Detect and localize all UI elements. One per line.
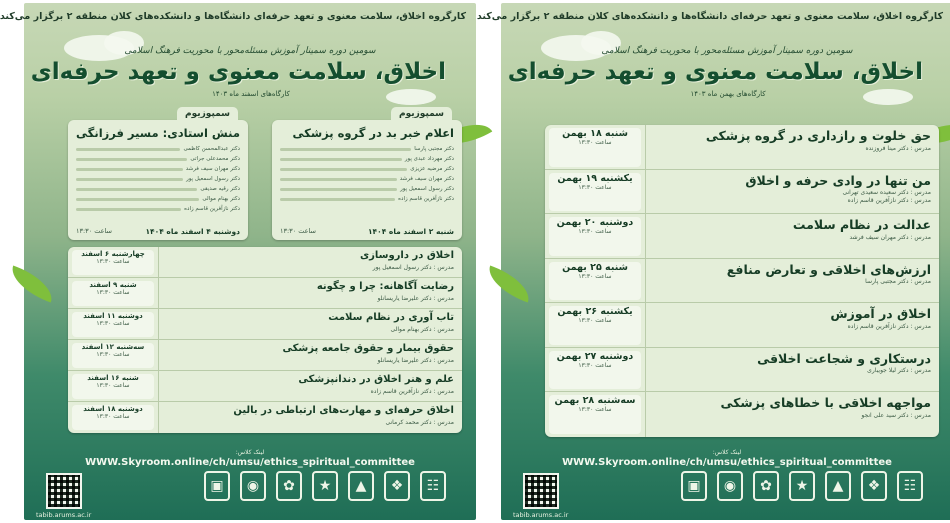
speaker-line	[280, 144, 454, 154]
speaker-line	[76, 174, 240, 184]
session-time: ساعت ۱۳:۳۰	[578, 317, 612, 325]
session-date: شنبه ۱۶ اسفند	[87, 374, 139, 382]
session-datetime	[549, 173, 641, 212]
speaker-name: دکتر نازآفرین قاسم زاده	[398, 196, 454, 202]
session-date: سه‌شنبه ۲۸ بهمن	[554, 395, 636, 407]
speaker-line	[76, 204, 240, 214]
symposium-tag: سمپوزیوم	[391, 107, 452, 121]
session-time: ساعت ۱۳:۳۰	[96, 289, 130, 296]
university-logo-icon: ✿	[753, 471, 779, 501]
session-speaker: مدرس : دکتر نازآفرین قاسم زاده	[847, 322, 931, 330]
speaker-name: دکتر رسول اسمعیل پور	[186, 176, 240, 182]
session-datetime	[549, 128, 641, 167]
speaker-line	[280, 154, 454, 164]
speaker-line	[76, 184, 240, 194]
session-speaker: مدرس : دکتر بهنام موالی	[390, 326, 454, 333]
session-speaker: مدرس : دکتر سعیده سعیدی تهرانی	[842, 189, 931, 197]
session-title: عدالت در نظام سلامت	[792, 217, 931, 233]
session-title: حق خلوت و رازداری در گروه پزشکی	[705, 128, 931, 143]
speaker-name: دکتر عبدالمحسن کاظمی	[183, 146, 240, 152]
schedule-row	[545, 392, 939, 437]
university-logo-icon: ☷	[420, 471, 446, 501]
session-title: من تنها در وادی حرفه و اخلاق	[745, 172, 931, 188]
speaker-name: دکتر بهنام موالی	[202, 196, 240, 202]
speaker-detail-bar	[76, 198, 199, 201]
qr-code	[523, 473, 559, 509]
session-title: حقوق بیمار و حقوق جامعه پزشکی	[282, 343, 454, 354]
session-date: چهارشنبه ۶ اسفند	[81, 250, 145, 258]
session-datetime	[549, 217, 641, 256]
speaker-detail-bar	[280, 158, 402, 161]
university-logo-icon: ✿	[276, 471, 302, 501]
class-link[interactable]: WWW.Skyroom.online/ch/umsu/ethics_spiritual_committee	[85, 457, 415, 468]
session-datetime	[549, 262, 641, 301]
speaker-name: دکتر نازآفرین قاسم زاده	[184, 206, 240, 212]
session-title: اخلاق در داروسازی	[359, 250, 454, 261]
speaker-line	[280, 164, 454, 174]
session-time: ساعت ۱۳:۳۰	[96, 320, 130, 327]
session-date: دوشنبه ۱۸ اسفند	[83, 405, 143, 413]
session-title: اخلاق حرفه‌ای و مهارت‌های ارتباطی در بالین	[233, 405, 454, 416]
organizer-line: کارگروه اخلاق، سلامت معنوی و تعهد حرفه‌ای دانشگاه‌ها و دانشکده‌های کلان منطقه ۲ برگزار می‌کند	[476, 11, 943, 22]
workshop-month: کارگاه‌های اسفند ماه ۱۴۰۳	[212, 90, 290, 98]
speaker-line	[76, 194, 240, 204]
symposium-box-1	[272, 109, 462, 240]
link-label: لینک کلاس:	[235, 449, 265, 456]
session-date: سه‌شنبه ۱۲ اسفند	[81, 343, 145, 351]
schedule-row	[545, 303, 939, 348]
session-datetime	[549, 351, 641, 390]
speaker-detail-bar	[76, 148, 180, 151]
symposium-box-2	[68, 109, 248, 240]
speaker-name: دکتر رسول اسمعیل پور	[400, 186, 454, 192]
schedule-row	[68, 278, 462, 309]
session-speaker: مدرس : دکتر رسول اسمعیل پور	[372, 264, 454, 271]
session-datetime	[549, 306, 641, 345]
speaker-name: دکتر مهران سیف فرشد	[185, 166, 240, 172]
session-speaker: مدرس : دکتر مجتبی پارسا	[865, 278, 931, 286]
speaker-line	[280, 194, 454, 204]
poster-bahman	[476, 3, 950, 520]
leaf-decoration	[483, 265, 536, 302]
university-logo-icon: ❖	[384, 471, 410, 501]
university-logo-icon: ❖	[861, 471, 887, 501]
session-date: شنبه ۹ اسفند	[89, 281, 137, 289]
university-logo-icon: ☷	[897, 471, 923, 501]
session-title: رضایت آگاهانه: چرا و چگونه	[316, 281, 454, 292]
university-logo-icon: ▲	[825, 471, 851, 501]
session-date: دوشنبه ۱۱ اسفند	[83, 312, 143, 320]
session-time: ساعت ۱۳:۳۰	[96, 351, 130, 358]
session-date: شنبه ۱۸ بهمن	[562, 128, 628, 139]
session-time: ساعت ۱۳:۳۰	[578, 139, 612, 146]
session-title: درستکاری و شجاعت اخلاقی	[757, 350, 931, 366]
speaker-detail-bar	[280, 148, 411, 151]
speaker-line	[280, 174, 454, 184]
session-speaker: مدرس : دکتر مینا فروزنده	[865, 144, 931, 152]
session-datetime	[72, 374, 154, 399]
session-time: ساعت ۱۳:۳۰	[578, 183, 612, 191]
speaker-detail-bar	[76, 208, 181, 211]
session-date: شنبه ۲۵ بهمن	[562, 261, 628, 273]
qr-code	[46, 473, 82, 509]
speaker-detail-bar	[76, 168, 183, 171]
speaker-name: دکتر مهران سیف فرشد	[399, 176, 454, 182]
speaker-detail-bar	[76, 178, 183, 181]
session-title: علم و هنر اخلاق در دندانپزشکی	[298, 374, 454, 385]
schedule-row	[68, 371, 462, 402]
symposium-date: شنبه ۲ اسفند ماه ۱۴۰۴	[367, 227, 454, 236]
session-time: ساعت ۱۳:۳۰	[96, 382, 130, 389]
session-speaker: مدرس : دکتر علیرضا یاریسانلو	[377, 357, 454, 364]
speaker-line	[76, 154, 240, 164]
workshop-month: کارگاه‌های بهمن ماه ۱۴۰۳	[690, 90, 766, 98]
speaker-list	[68, 142, 248, 216]
schedule-row	[545, 170, 939, 215]
session-speaker: مدرس : دکتر سید علی انجو	[861, 411, 931, 419]
session-date: دوشنبه ۲۰ بهمن	[556, 217, 634, 229]
speaker-line	[76, 164, 240, 174]
speaker-name: دکتر رقیه صدیقی	[200, 186, 240, 192]
symposium-time: ساعت ۱۳:۳۰	[280, 227, 316, 235]
speaker-list	[272, 142, 462, 206]
speaker-line	[280, 184, 454, 194]
university-logo-icon: ▲	[348, 471, 374, 501]
logo-row	[204, 471, 446, 501]
symposium-title: اعلام خبر بد در گروه پزشکی	[292, 126, 454, 140]
session-title: تاب آوری در نظام سلامت	[328, 312, 454, 323]
symposium-title: منش استادی: مسیر فرزانگی	[76, 126, 240, 140]
session-time: ساعت ۱۳:۳۰	[578, 361, 612, 369]
session-title: ارزش‌های اخلاقی و تعارض منافع	[726, 261, 931, 277]
website-url[interactable]: tabib.arums.ac.ir	[513, 511, 569, 519]
session-date: یکشنبه ۲۶ بهمن	[557, 306, 633, 318]
schedule-panel	[545, 125, 939, 437]
class-link[interactable]: WWW.Skyroom.online/ch/umsu/ethics_spiritual_committee	[562, 457, 892, 468]
speaker-name: دکتر مرضیه عزیزی	[410, 166, 454, 172]
session-time: ساعت ۱۳:۳۰	[96, 258, 130, 265]
schedule-row	[545, 214, 939, 259]
session-datetime	[72, 312, 154, 337]
session-speaker: مدرس : دکتر مهران سیف فرشد	[849, 233, 931, 241]
poster-title: اخلاق، سلامت معنوی و تعهد حرفه‌ای	[507, 59, 923, 85]
session-datetime	[549, 395, 641, 434]
session-datetime	[72, 281, 154, 306]
session-date: یکشنبه ۱۹ بهمن	[557, 172, 633, 184]
schedule-row	[545, 259, 939, 304]
university-logo-icon: ★	[312, 471, 338, 501]
session-speaker: مدرس : دکتر علیرضا یاریسانلو	[377, 295, 454, 302]
schedule-row	[545, 348, 939, 393]
symposium-tag: سمپوزیوم	[177, 107, 238, 121]
schedule-panel	[68, 247, 462, 433]
session-speaker: مدرس : دکتر نازآفرین قاسم زاده	[370, 388, 454, 395]
symposium-datetime	[280, 227, 454, 236]
university-logo-icon: ◉	[240, 471, 266, 501]
session-datetime	[72, 250, 154, 275]
university-logo-icon: ▣	[681, 471, 707, 501]
symposium-datetime	[76, 227, 240, 236]
speaker-name: دکتر مجتبی پارسا	[414, 146, 454, 152]
speaker-detail-bar	[280, 188, 397, 191]
speaker-detail-bar	[76, 188, 197, 191]
session-datetime	[72, 343, 154, 368]
cloud-decoration	[386, 89, 436, 105]
session-speaker: مدرس : دکتر نازآفرین قاسم زاده	[847, 197, 931, 205]
session-speaker: مدرس : دکتر محمد کرمانی	[385, 419, 454, 426]
session-time: ساعت ۱۳:۳۰	[578, 272, 612, 280]
speaker-line	[76, 144, 240, 154]
university-logo-icon: ★	[789, 471, 815, 501]
schedule-row	[68, 247, 462, 278]
speaker-name: دکتر مهرداد عبدی پور	[404, 156, 454, 162]
session-date: دوشنبه ۲۷ بهمن	[556, 350, 634, 362]
poster-title: اخلاق، سلامت معنوی و تعهد حرفه‌ای	[30, 59, 446, 85]
speaker-name: دکتر محمدعلی جراتی	[190, 156, 240, 162]
university-logo-icon: ◉	[717, 471, 743, 501]
leaf-decoration	[6, 265, 59, 302]
university-logo-icon: ▣	[204, 471, 230, 501]
symposium-date: دوشنبه ۴ اسفند ماه ۱۴۰۴	[145, 227, 240, 236]
speaker-detail-bar	[280, 178, 397, 181]
schedule-row	[68, 309, 462, 340]
schedule-row	[545, 125, 939, 170]
organizer-line: کارگروه اخلاق، سلامت معنوی و تعهد حرفه‌ای دانشگاه‌ها و دانشکده‌های کلان منطقه ۲ برگزار می‌کند	[0, 11, 466, 22]
website-url[interactable]: tabib.arums.ac.ir	[36, 511, 92, 519]
session-speaker: مدرس : دکتر لیلا جویباری	[867, 367, 931, 375]
cloud-decoration	[863, 89, 913, 105]
symposium-time: ساعت ۱۳:۳۰	[76, 227, 112, 235]
session-time: ساعت ۱۳:۳۰	[578, 228, 612, 236]
speaker-detail-bar	[76, 158, 187, 161]
logo-row	[681, 471, 923, 501]
speaker-detail-bar	[280, 198, 395, 201]
session-time: ساعت ۱۳:۳۰	[578, 406, 612, 414]
schedule-row	[68, 340, 462, 371]
session-datetime	[72, 405, 154, 430]
poster-esfand	[0, 3, 476, 520]
poster-subtitle: سومین دوره سمینار آموزش مسئله‌محور با محوریت فرهنگ اسلامی	[124, 46, 376, 56]
session-title: مواجهه اخلاقی با خطاهای پزشکی	[720, 395, 931, 411]
link-label: لینک کلاس:	[712, 449, 742, 456]
speaker-detail-bar	[280, 168, 407, 171]
poster-subtitle: سومین دوره سمینار آموزش مسئله‌محور با محوریت فرهنگ اسلامی	[601, 46, 853, 56]
session-title: اخلاق در آموزش	[830, 306, 931, 322]
schedule-row	[68, 402, 462, 433]
session-time: ساعت ۱۳:۳۰	[96, 413, 130, 420]
